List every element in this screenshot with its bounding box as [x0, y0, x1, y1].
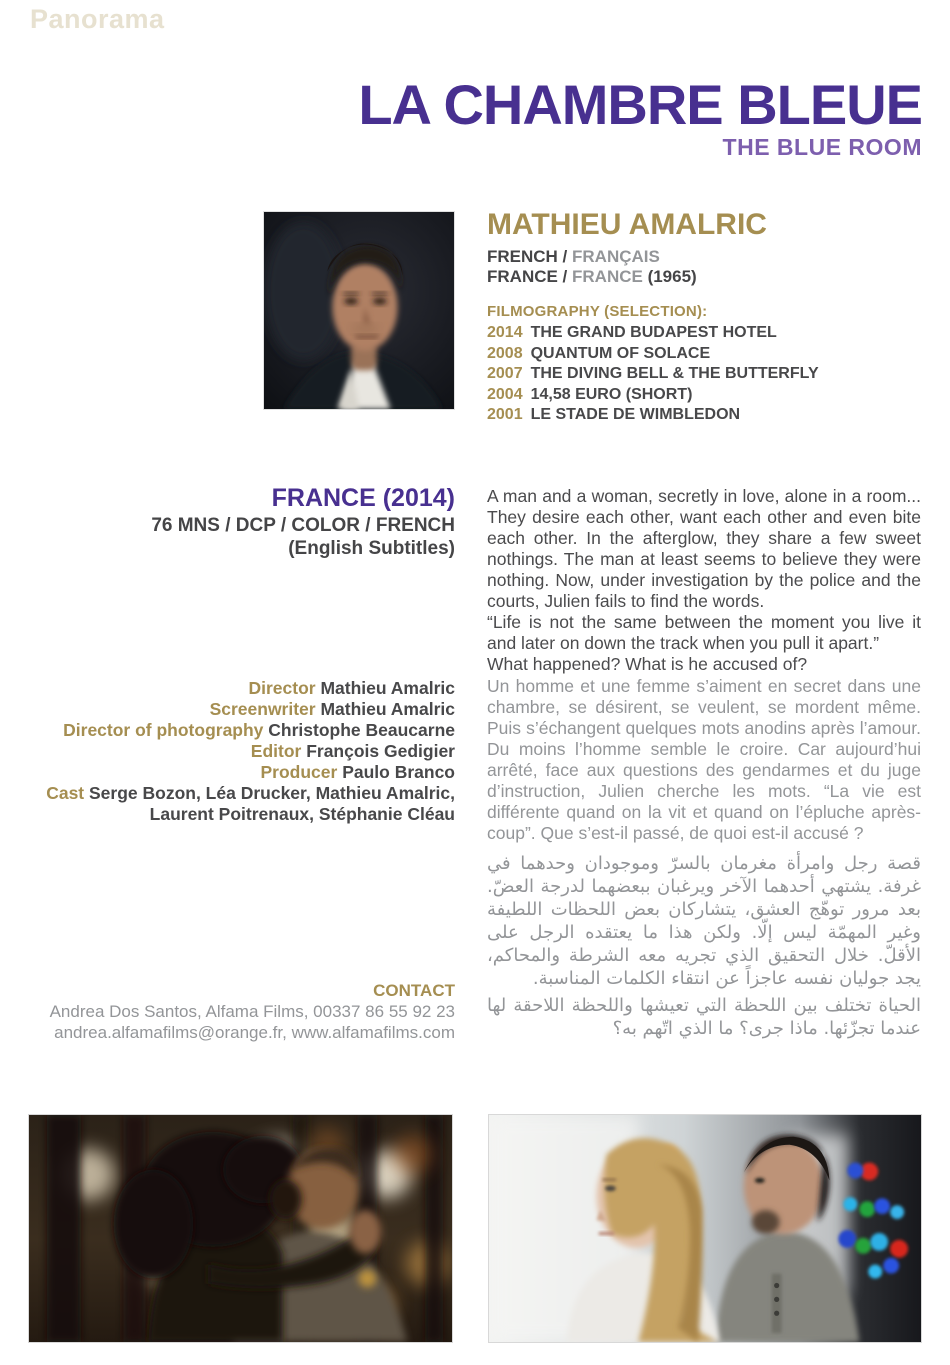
credit-value: François Gedigier: [306, 741, 455, 761]
film-year: 2008: [487, 344, 523, 362]
film-title-entry: LE STADE DE WIMBLEDON: [530, 406, 741, 424]
film-title-english: THE BLUE ROOM: [722, 133, 922, 160]
synopsis-english-question: What happened? What is he accused of?: [487, 654, 808, 674]
section-label: Panorama: [30, 4, 165, 34]
film-subtitles: (English Subtitles): [288, 538, 455, 560]
credit-value: Mathieu Amalric: [320, 678, 455, 698]
film-specs: 76 MNS / DCP / COLOR / FRENCH: [151, 515, 455, 536]
title-block: [358, 73, 922, 160]
credit-value: Mathieu Amalric: [320, 699, 455, 719]
film-year: 2014: [487, 324, 523, 342]
film-still-kiss-art: [29, 1115, 452, 1342]
synopsis-english-p1: A man and a woman, secretly in love, alone in a room... They desire each other, want each other and even bite each other. In the afterglow, they share a few sweet nothings. The man at least seems to believe they were nothing. Now, under investigation by the police and the courts, Julien fails to find the words.: [487, 486, 921, 611]
film-year: 2004: [487, 385, 523, 403]
filmography-row: [487, 386, 927, 404]
credit-line: [30, 699, 455, 720]
contact-line-email-web: andrea.alfamafilms@orange.fr, www.alfamafilms.com: [54, 1023, 455, 1042]
synopsis-arabic-p1: قصة رجل وامرأة مغرمان بالسرّ وموجودان وحدهما في غرفة. يشتهي أحدهما الآخر ويرغبان ببعضهما لدرجة العضّ. بعد مرور توهّج العشق، يتشاركان بعض اللحظات اللطيفة وغير المهمّة ليس إلّا. ولكن هذا ما يعتقده الرجل على الأقلّ. خلال التحقيق الذي تجريه معه الشرطة والمحاكم، يجد جوليان نفسه عاجزاً عن انتقاء الكلمات المناسبة.: [487, 853, 921, 989]
synopsis-column: [487, 486, 921, 1040]
country-label: FRANCE /: [487, 267, 572, 287]
film-title-entry: THE DIVING BELL & THE BUTTERFLY: [530, 365, 819, 383]
credit-label: Cast: [46, 783, 89, 803]
director-photo: [263, 211, 455, 410]
language-native: FRANÇAIS: [572, 247, 660, 266]
film-title: LA CHAMBRE BLEUE: [358, 73, 922, 136]
credits-block: [30, 678, 455, 825]
filmography-row: [487, 345, 927, 363]
film-still-couple: [488, 1114, 922, 1343]
film-year: 2007: [487, 365, 523, 383]
film-title-entry: 14,58 EURO (SHORT): [530, 385, 693, 403]
credit-label: Producer: [260, 762, 343, 782]
credit-label: Director of photography: [63, 720, 269, 740]
filmography-row: [487, 406, 927, 424]
film-title-entry: THE GRAND BUDAPEST HOTEL: [530, 324, 777, 342]
credit-label: Director: [248, 678, 321, 698]
contact-line-phone: Andrea Dos Santos, Alfama Films, 00337 86 55 92 23: [49, 1002, 455, 1021]
film-country-year: FRANCE (2014): [271, 484, 455, 512]
credit-label: Screenwriter: [209, 699, 321, 719]
synopsis-arabic-p2: الحياة تختلف بين اللحظة التي تعيشها واللحظة اللاحقة لها عندما تجزّئها. ماذا جرى؟ ما الذي اتّهم به؟: [487, 995, 921, 1039]
filmography-row: [487, 365, 927, 383]
credit-value: Paulo Branco: [342, 762, 455, 782]
film-still-kiss: [28, 1114, 453, 1343]
country-native: FRANCE: [572, 267, 643, 287]
contact-heading: CONTACT: [373, 981, 455, 1000]
birth-year: (1965): [642, 267, 697, 287]
film-title-entry: QUANTUM OF SOLACE: [530, 344, 711, 362]
filmography-row: [487, 324, 927, 342]
film-specs-block: [30, 514, 455, 560]
credit-line: [30, 720, 455, 741]
filmography-heading: FILMOGRAPHY (SELECTION):: [487, 303, 708, 321]
film-still-couple-art: [489, 1115, 921, 1342]
credit-line: [30, 762, 455, 783]
synopsis-french: Un homme et une femme s’aiment en secret dans une chambre, se désirent, se veulent, se mordent même. Puis s’échangent quelques mots anodins après l’amour. Du moins l’homme semble le croire. Car aujourd’hui arrêté, face aux questions des gendarmes et du juge d’instruction, Julien cherche les mots. “La vie est différente quand on la vit et quand on l’épluche après-coup”. Que s’est-il passé, de quoi est-il accusé ?: [487, 676, 921, 843]
credit-line: [30, 678, 455, 699]
director-info: [487, 208, 927, 427]
credit-line: [30, 783, 455, 825]
language-label: FRENCH /: [487, 247, 572, 266]
credit-line: [30, 741, 455, 762]
credit-value: Serge Bozon, Léa Drucker, Mathieu Amalric, Laurent Poitrenaux, Stéphanie Cléau: [89, 783, 455, 824]
credit-value: Christophe Beaucarne: [268, 720, 455, 740]
synopsis-english-quote: “Life is not the same between the moment you live it and later on down the track when you pull it apart.”: [487, 612, 921, 653]
contact-block: [30, 980, 455, 1043]
film-year: 2001: [487, 406, 523, 424]
director-name: MATHIEU AMALRIC: [487, 208, 767, 241]
credit-label: Editor: [250, 741, 307, 761]
director-language-line: [487, 247, 927, 267]
director-photo-art: [264, 212, 454, 409]
director-country-line: [487, 267, 927, 287]
